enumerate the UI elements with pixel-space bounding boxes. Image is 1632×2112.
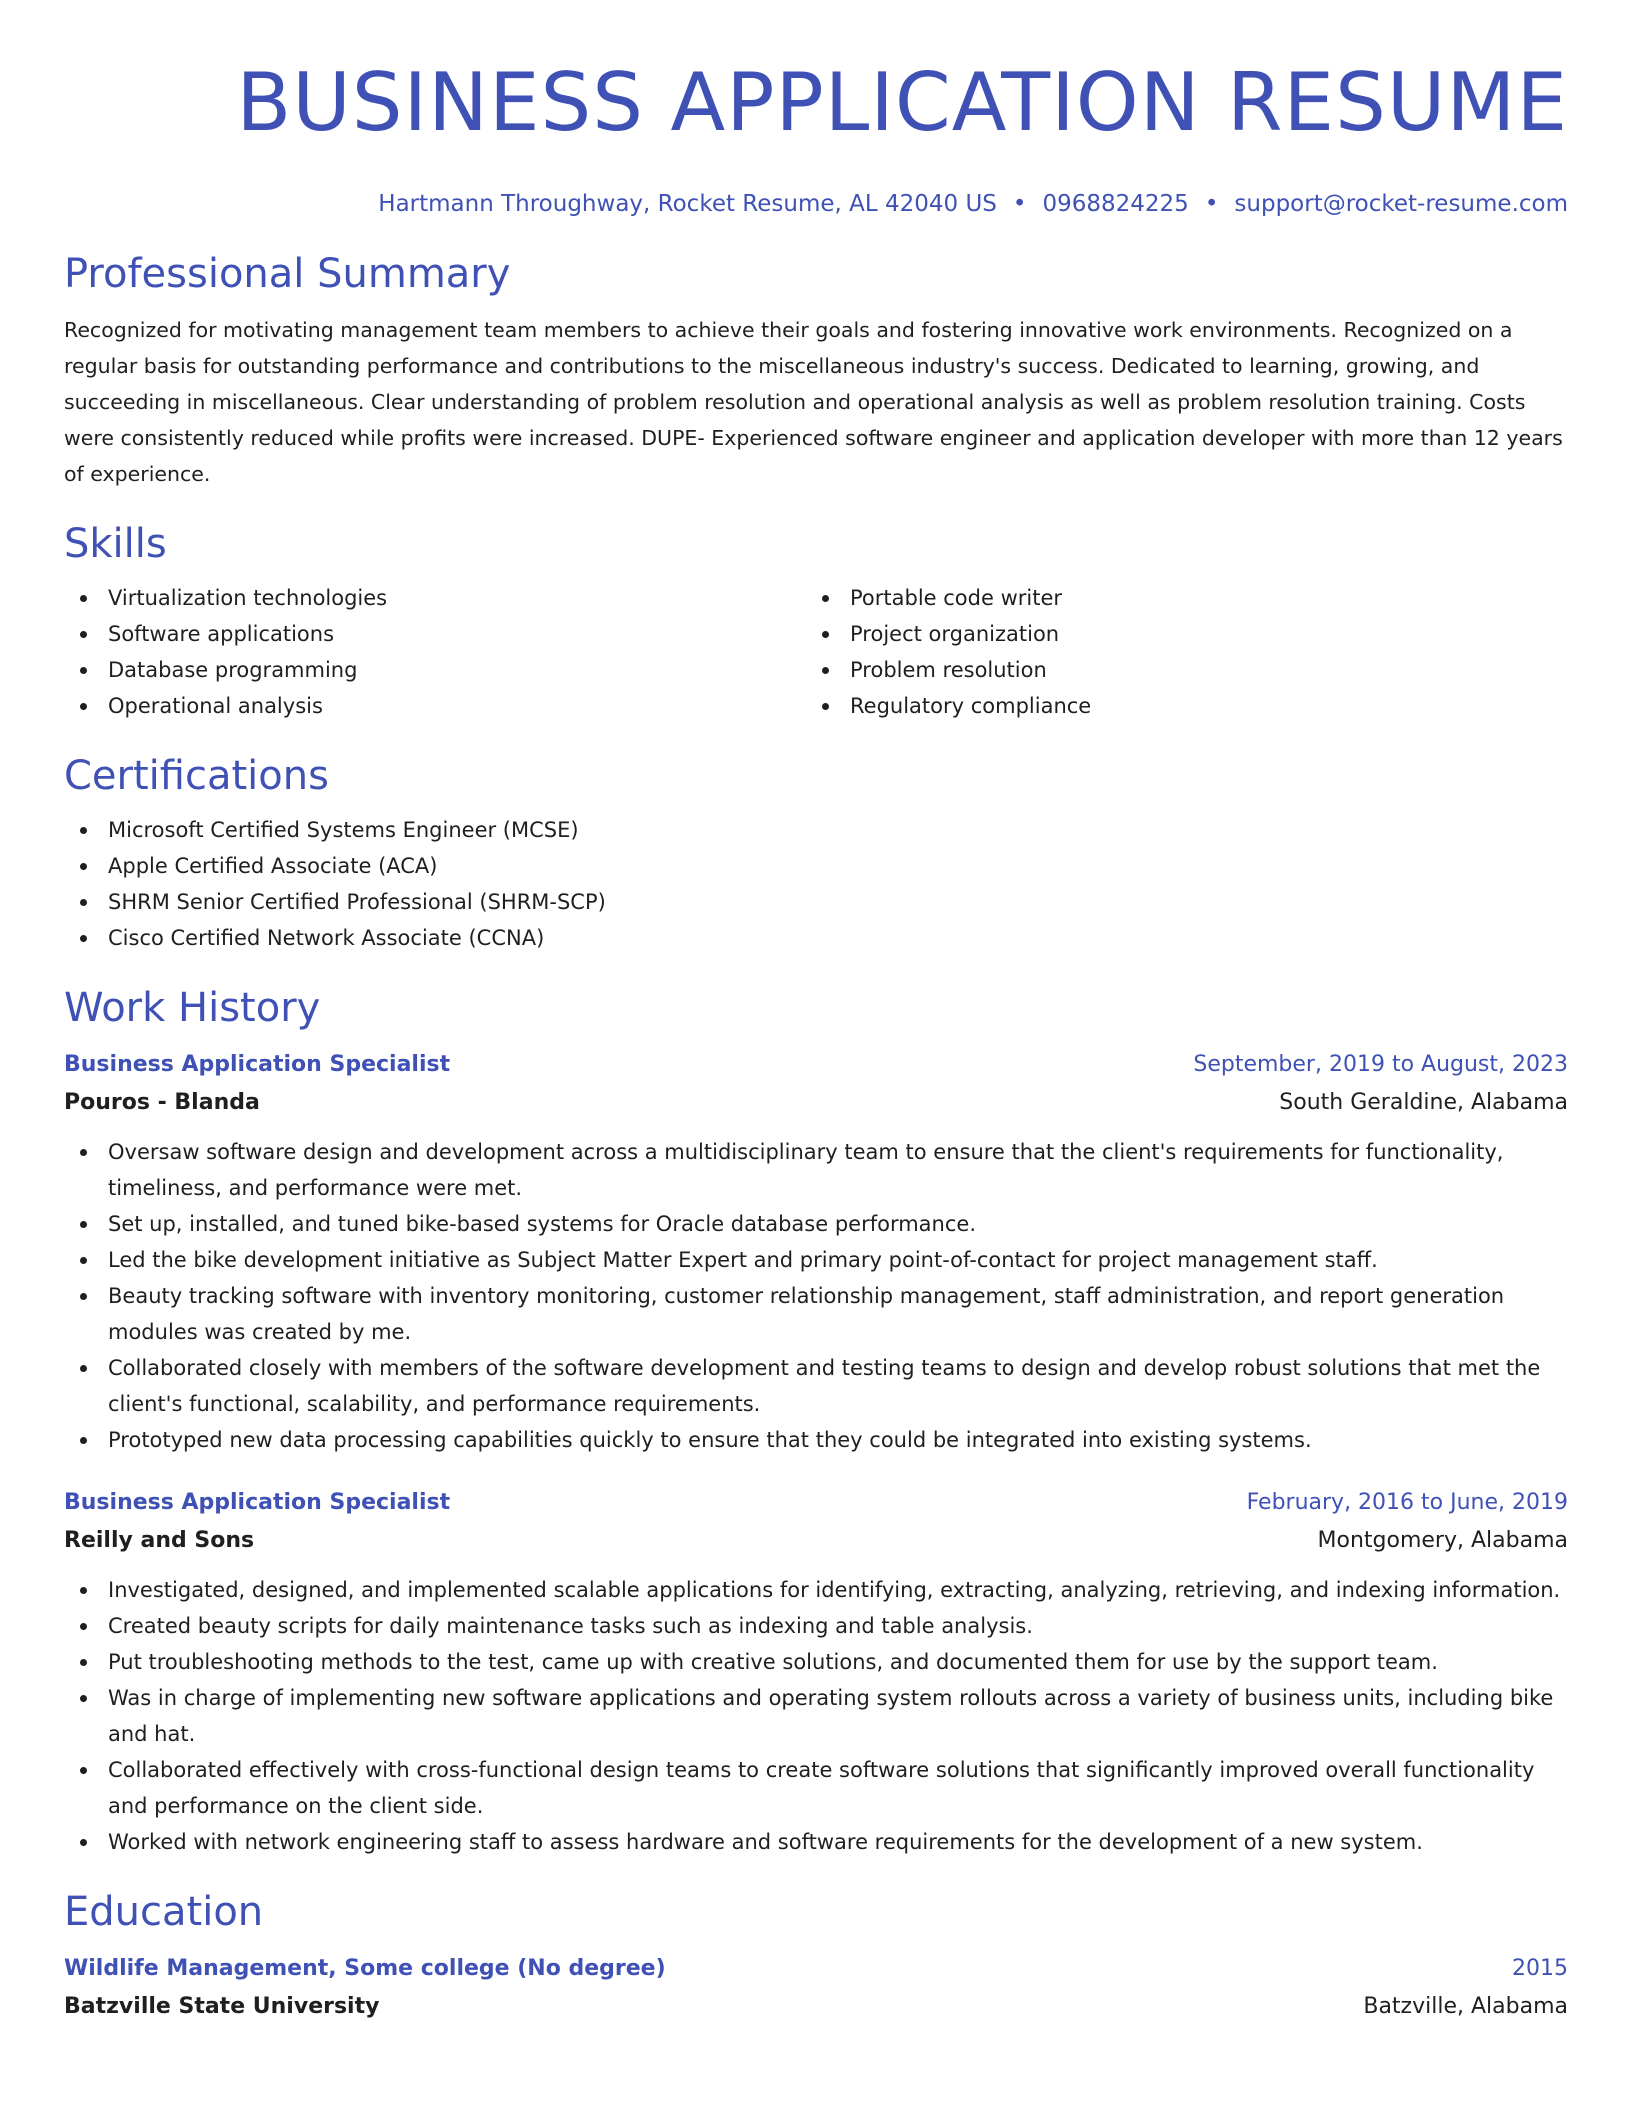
job-bullet: Oversaw software design and development across a multidisciplinary team to ensure that the client's requirements for functionality, timeliness, and performance were met. — [64, 1134, 1568, 1206]
job-bullet: Created beauty scripts for daily maintenance tasks such as indexing and table analysis. — [64, 1608, 1568, 1644]
job-title-row — [64, 1046, 1568, 1084]
certification-item: Microsoft Certified Systems Engineer (MCSE) — [64, 812, 1568, 848]
job-bullet: Prototyped new data processing capabilities quickly to ensure that they could be integrated into existing systems. — [64, 1422, 1568, 1458]
skill-item: Regulatory compliance — [806, 688, 1548, 724]
summary-section — [64, 246, 1568, 492]
job-bullets — [64, 1134, 1568, 1458]
job-bullet: Worked with network engineering staff to assess hardware and software requirements for the development of a new system. — [64, 1824, 1568, 1860]
education-degree: Wildlife Management, Some college (No degree) — [64, 1956, 666, 1981]
skill-item: Database programming — [64, 652, 806, 688]
contact-separator: • — [1204, 191, 1219, 217]
skills-section — [64, 516, 1568, 724]
certification-item: Cisco Certified Network Associate (CCNA) — [64, 920, 1568, 956]
contact-email[interactable]: support@rocket-resume.com — [1234, 191, 1568, 217]
certifications-list — [64, 812, 1568, 956]
job-bullets — [64, 1572, 1568, 1860]
job-title: Business Application Specialist — [64, 1052, 451, 1077]
job-location: South Geraldine, Alabama — [1279, 1090, 1568, 1115]
job-dates: February, 2016 to June, 2019 — [1246, 1490, 1568, 1515]
job-bullet: Collaborated effectively with cross-functional design teams to create software solutions that significantly improved overall functionality and performance on the client side. — [64, 1752, 1568, 1824]
education-entry — [64, 1950, 1568, 2026]
certifications-section — [64, 748, 1568, 956]
job-title-row — [64, 1484, 1568, 1522]
job-title: Business Application Specialist — [64, 1490, 451, 1515]
job-bullet: Was in charge of implementing new software applications and operating system rollouts across a variety of business units, including bike and hat. — [64, 1680, 1568, 1752]
education-year: 2015 — [1512, 1956, 1568, 1981]
skills-list-right — [806, 580, 1548, 724]
job-company-row — [64, 1522, 1568, 1560]
contact-separator: • — [1012, 191, 1027, 217]
skill-item: Project organization — [806, 616, 1548, 652]
education-section — [64, 1884, 1568, 2026]
job-company-row — [64, 1084, 1568, 1122]
resume-title: BUSINESS APPLICATION RESUME — [236, 56, 1568, 149]
skill-item: Portable code writer — [806, 580, 1548, 616]
job-entry — [64, 1484, 1568, 1860]
skill-item: Operational analysis — [64, 688, 806, 724]
job-dates: September, 2019 to August, 2023 — [1193, 1052, 1568, 1077]
skill-item: Virtualization technologies — [64, 580, 806, 616]
skills-list-left — [64, 580, 806, 724]
certification-item: SHRM Senior Certified Professional (SHRM-SCP) — [64, 884, 1568, 920]
job-bullet: Led the bike development initiative as Subject Matter Expert and primary point-of-contact for project management staff. — [64, 1242, 1568, 1278]
education-location: Batzville, Alabama — [1363, 1994, 1568, 2019]
contact-address: Hartmann Throughway, Rocket Resume, AL 42040 US — [378, 191, 997, 217]
contact-phone: 0968824225 — [1042, 191, 1189, 217]
skills-grid — [64, 580, 1568, 724]
work-history-heading: Work History — [64, 985, 321, 1031]
summary-text: Recognized for motivating management team members to achieve their goals and fostering innovative work environments. Recognized on a regular basis for outstanding performance and contributions to the miscellaneous industry's success. Dedicated to learning, growing, and succeeding in miscellaneous. Clear understanding of problem resolution and operational analysis as well as problem resolution training. Costs were consistently reduced while profits were increased. DUPE- Experienced software engineer and application developer with more than 12 years of experience. — [64, 318, 1563, 486]
skills-heading: Skills — [64, 521, 167, 567]
job-bullet: Investigated, designed, and implemented scalable applications for identifying, extracting, analyzing, retrieving, and indexing information. — [64, 1572, 1568, 1608]
job-company: Reilly and Sons — [64, 1528, 255, 1553]
job-location: Montgomery, Alabama — [1317, 1528, 1568, 1553]
job-entry — [64, 1046, 1568, 1458]
education-heading: Education — [64, 1889, 264, 1935]
education-school-row — [64, 1988, 1568, 2026]
job-company: Pouros - Blanda — [64, 1090, 260, 1115]
skill-item: Problem resolution — [806, 652, 1548, 688]
certification-item: Apple Certified Associate (ACA) — [64, 848, 1568, 884]
contact-line — [64, 186, 1568, 222]
work-history-section — [64, 980, 1568, 1860]
education-school: Batzville State University — [64, 1994, 380, 2019]
skill-item: Software applications — [64, 616, 806, 652]
job-bullet: Put troubleshooting methods to the test, came up with creative solutions, and documented them for use by the support team. — [64, 1644, 1568, 1680]
summary-heading: Professional Summary — [64, 251, 511, 297]
job-bullet: Set up, installed, and tuned bike-based systems for Oracle database performance. — [64, 1206, 1568, 1242]
resume-header — [64, 48, 1568, 222]
certifications-heading: Certifications — [64, 753, 329, 799]
education-degree-row — [64, 1950, 1568, 1988]
job-bullet: Collaborated closely with members of the software development and testing teams to design and develop robust solutions that met the client's functional, scalability, and performance requirements. — [64, 1350, 1568, 1422]
job-bullet: Beauty tracking software with inventory monitoring, customer relationship management, staff administration, and report generation modules was created by me. — [64, 1278, 1568, 1350]
